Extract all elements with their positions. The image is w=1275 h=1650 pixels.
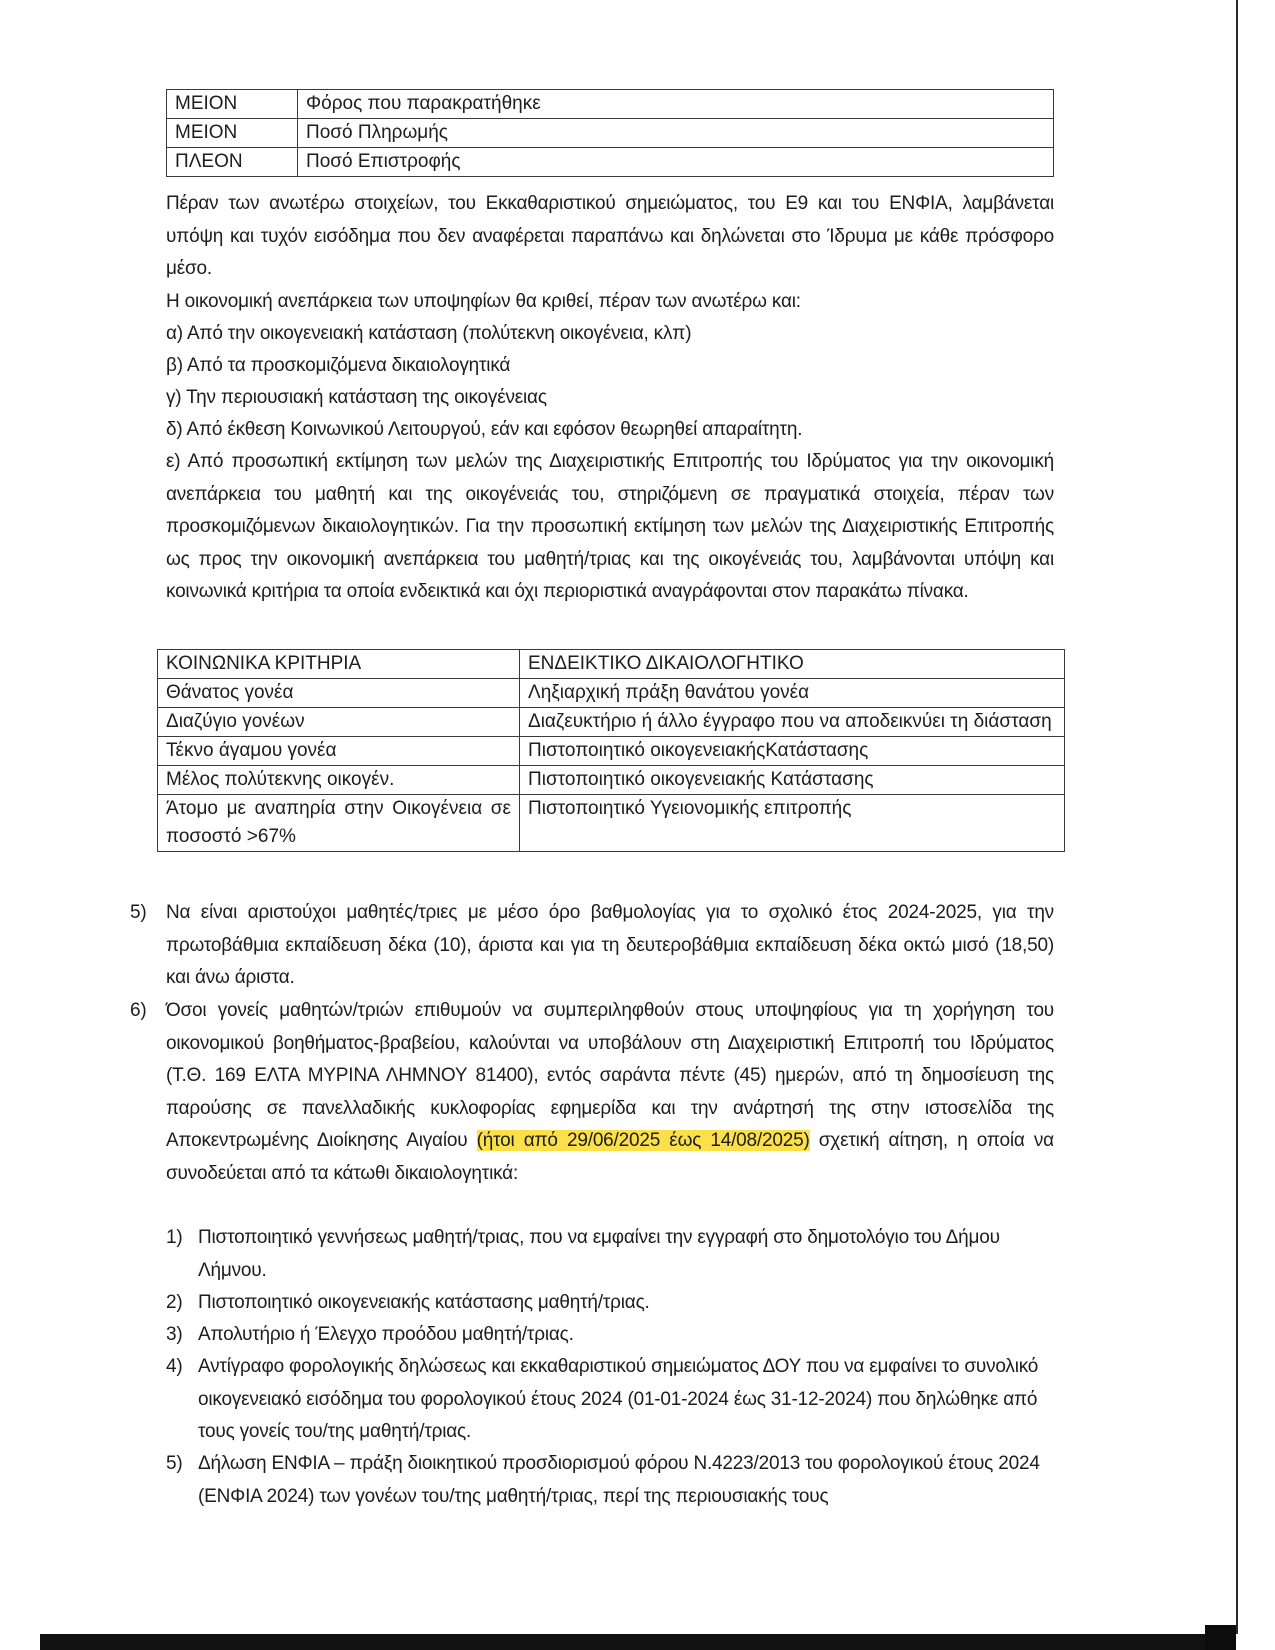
item5-text: Να είναι αριστούχοι μαθητές/τριες με μέσο όρο βαθμολογίας για το σχολικό έτος 2024-2025, για την πρωτοβάθμια εκπαίδευση δέκα (10), άριστα και για τη δευτεροβάθμια εκπαίδευση δέκα οκτώ μισό (18,50) και άνω άριστα. bbox=[166, 902, 1054, 988]
doc-number: 3) bbox=[166, 1324, 183, 1345]
doc-number: 2) bbox=[166, 1292, 183, 1313]
operation-cell: ΠΛΕΟΝ bbox=[167, 148, 298, 177]
table-row bbox=[158, 679, 1065, 708]
criterion-cell: Διαζύγιο γονέων bbox=[158, 708, 520, 737]
insufficiency-intro: Η οικονομική ανεπάρκεια των υποψηφίων θα κριθεί, πέραν των ανωτέρω και: bbox=[166, 291, 801, 312]
table-row bbox=[167, 119, 1054, 148]
criterion-cell: Μέλος πολύτεκνης οικογέν. bbox=[158, 766, 520, 795]
document-cell: Πιστοποιητικό οικογενειακής Κατάστασης bbox=[520, 766, 1065, 795]
table-header-row bbox=[158, 650, 1065, 679]
doc-number: 5) bbox=[166, 1453, 183, 1474]
doc-item-4: Αντίγραφο φορολογικής δηλώσεως και εκκαθαριστικού σημειώματος ΔΟΥ που να εμφαίνει το συνολικό οικογενειακό εισόδημα του φορολογικού έτους 2024 (01-01-2024 έως 31-12-2024) που δηλώθηκε από τους γονείς του/της μαθητή/τριας. bbox=[198, 1356, 1039, 1442]
operation-cell: ΜΕΙΟΝ bbox=[167, 119, 298, 148]
operation-cell: ΜΕΙΟΝ bbox=[167, 90, 298, 119]
table-row bbox=[158, 708, 1065, 737]
criteria-item-e: ε) Από προσωπική εκτίμηση των μελών της Διαχειριστικής Επιτροπής του Ιδρύματος για την οικονομική ανεπάρκεια του μαθητή και της οικογένειάς του, στηριζόμενη σε πραγματικά στοιχεία, πέραν των προσκομιζόμενων δικαιολογητικών. Για την προσωπική εκτίμηση των μελών της Διαχειριστικής Επιτροπής ως προς την οικονομική ανεπάρκεια του μαθητή/τριας και της οικογένειάς του, λαμβάνονται υπόψη και κοινωνικά κριτήρια τα οποία ενδεικτικά και όχι περιοριστικά αναγράφονται στον παρακάτω πίνακα. bbox=[166, 451, 1054, 602]
header-criteria: ΚΟΙΝΩΝΙΚΑ ΚΡΙΤΗΡΙΑ bbox=[158, 650, 520, 679]
item6-text-after: σχετική αίτηση, η οποία να συνοδεύεται από τα κάτωθι δικαιολογητικά: bbox=[166, 1130, 1054, 1184]
scan-corner-shadow bbox=[1205, 1625, 1236, 1650]
document-cell: Πιστοποιητικό οικογενειακήςΚατάστασης bbox=[520, 737, 1065, 766]
document-cell: Ληξιαρχική πράξη θανάτου γονέα bbox=[520, 679, 1065, 708]
social-criteria-table bbox=[157, 649, 1065, 852]
doc-item-2: Πιστοποιητικό οικογενειακής κατάστασης μαθητή/τριας. bbox=[198, 1292, 650, 1313]
criterion-cell: Άτομο με αναπηρία στην Οικογένεια σε ποσοστό >67% bbox=[158, 795, 520, 852]
description-cell: Ποσό Πληρωμής bbox=[298, 119, 1054, 148]
description-cell: Ποσό Επιστροφής bbox=[298, 148, 1054, 177]
item6-text-before: Όσοι γονείς μαθητών/τριών επιθυμούν να συμπεριληφθούν στους υποψηφίους για τη χορήγηση του οικονομικού βοηθήματος-βραβείου, καλούνται να υποβάλουν στη Διαχειριστική Επιτροπή του Ιδρύματος (Τ.Θ. 169 ΕΛΤΑ ΜΥΡΙΝΑ ΛΗΜΝΟΥ 81400), εντός σαράντα πέντε (45) ημερών, από τη δημοσίευση της παρούσης σε πανελλαδικής κυκλοφορίας εφημερίδα και την ανάρτησή της στην ιστοσελίδα της Αποκεντρωμένης Διοίκησης Αιγαίου bbox=[166, 1000, 1054, 1151]
doc-item-3: Απολυτήριο ή Έλεγχο προόδου μαθητή/τριας. bbox=[198, 1324, 574, 1345]
tax-summary-table bbox=[166, 89, 1054, 177]
table-row bbox=[167, 90, 1054, 119]
document-cell: Πιστοποιητικό Υγειονομικής επιτροπής bbox=[520, 795, 1065, 852]
document-cell: Διαζευκτήριο ή άλλο έγγραφο που να αποδεικνύει τη διάσταση bbox=[520, 708, 1065, 737]
item-number: 6) bbox=[130, 1000, 147, 1021]
item6-text bbox=[166, 995, 1054, 1190]
header-document: ΕΝΔΕΙΚΤΙΚΟ ΔΙΚΑΙΟΛΟΓΗΤΙΚΟ bbox=[520, 650, 1065, 679]
doc-item-5: Δήλωση ΕΝΦΙΑ – πράξη διοικητικού προσδιορισμού φόρου Ν.4223/2013 του φορολογικού έτους 2024 (ΕΝΦΙΑ 2024) των γονέων του/της μαθητή/τριας, περί της περιουσιακής τους bbox=[198, 1453, 1040, 1507]
criteria-item-d: δ) Από έκθεση Κοινωνικού Λειτουργού, εάν και εφόσον θεωρηθεί απαραίτητη. bbox=[166, 419, 803, 440]
doc-item-1: Πιστοποιητικό γεννήσεως μαθητή/τριας, που να εμφαίνει την εγγραφή στο δημοτολόγιο του Δήμου Λήμνου. bbox=[198, 1227, 1000, 1281]
criterion-cell: Τέκνο άγαμου γονέα bbox=[158, 737, 520, 766]
criteria-item-c: γ) Την περιουσιακή κατάσταση της οικογένειας bbox=[166, 387, 547, 408]
income-paragraph: Πέραν των ανωτέρω στοιχείων, του Εκκαθαριστικού σημειώματος, του Ε9 και του ΕΝΦΙΑ, λαμβάνεται υπόψη και τυχόν εισόδημα που δεν αναφέρεται παραπάνω και δηλώνεται στο Ίδρυμα με κάθε πρόσφορο μέσο. bbox=[166, 193, 1054, 279]
table-row bbox=[167, 148, 1054, 177]
doc-number: 4) bbox=[166, 1356, 183, 1377]
scan-edge-shadow bbox=[40, 1634, 1236, 1650]
description-cell: Φόρος που παρακρατήθηκε bbox=[298, 90, 1054, 119]
item-number: 5) bbox=[130, 902, 147, 923]
table-row bbox=[158, 795, 1065, 852]
criteria-item-a: α) Από την οικογενειακή κατάσταση (πολύτεκνη οικογένεια, κλπ) bbox=[166, 323, 692, 344]
criterion-cell: Θάνατος γονέα bbox=[158, 679, 520, 708]
table-row bbox=[158, 766, 1065, 795]
criteria-item-b: β) Από τα προσκομιζόμενα δικαιολογητικά bbox=[166, 355, 511, 376]
table-row bbox=[158, 737, 1065, 766]
doc-number: 1) bbox=[166, 1227, 183, 1248]
deadline-highlight: (ήτοι από 29/06/2025 έως 14/08/2025) bbox=[476, 1130, 810, 1151]
